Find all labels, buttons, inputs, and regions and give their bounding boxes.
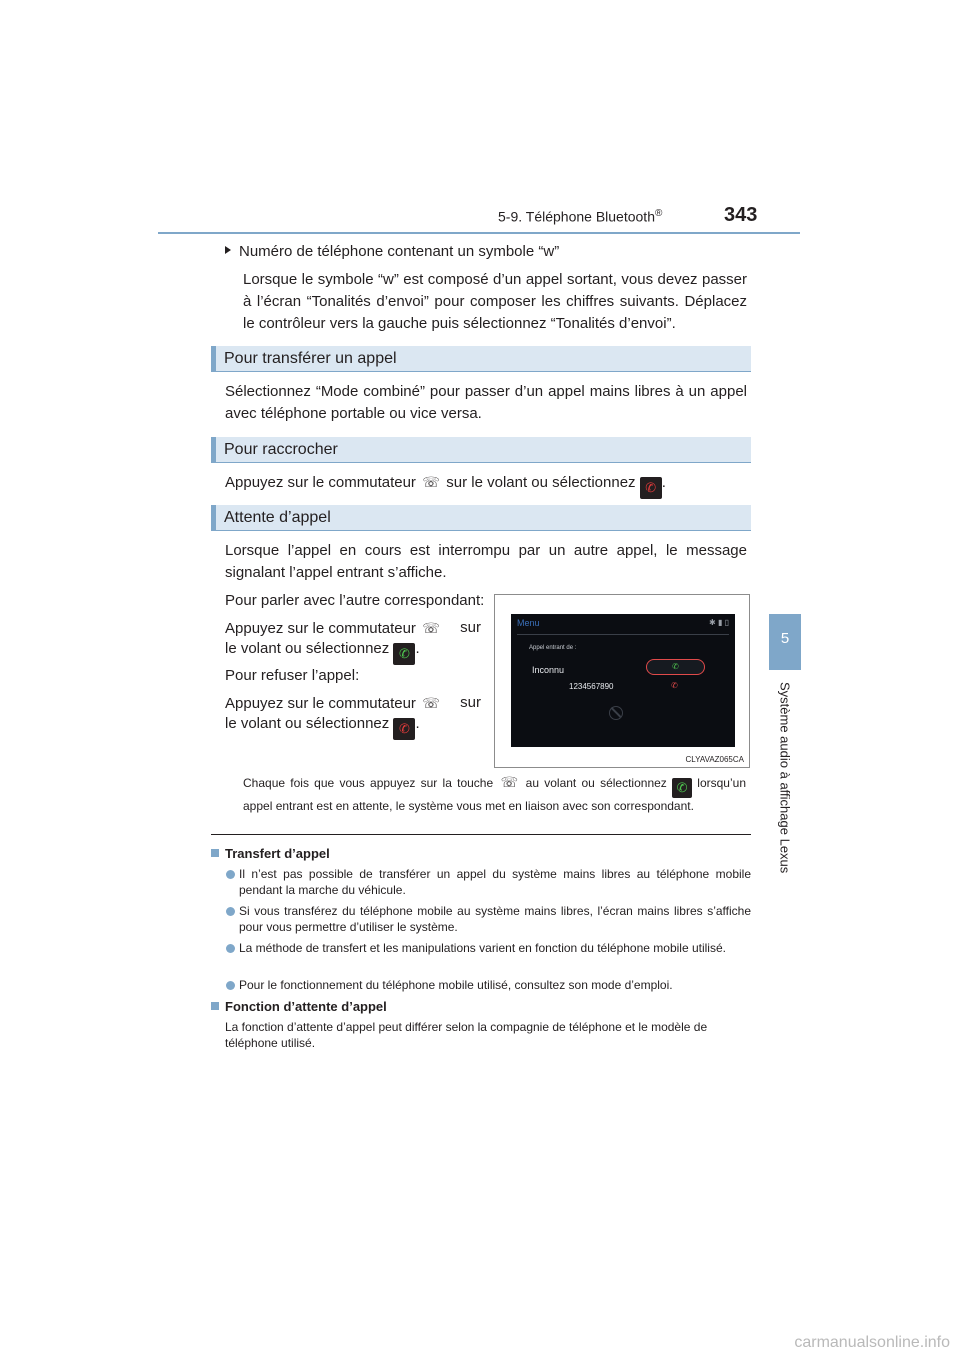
note-heading-transfer-text: Transfert d’appel (225, 846, 330, 861)
note-item-text: La méthode de transfert et les manipulations varient en fonction du téléphone mobile utilisé. (239, 941, 726, 955)
note-text-c: lorsqu’un appel entrant est en attente, le système vous met en liaison avec son correspondant. (243, 776, 746, 813)
red-handset-icon: ✆ (671, 681, 678, 690)
registered-mark: ® (654, 208, 663, 219)
screen-divider (517, 634, 729, 635)
note-item (226, 866, 751, 898)
refuse-line-1-text: Appuyez sur le commutateur (225, 695, 416, 712)
screen-menu-button[interactable]: Menu (517, 618, 540, 628)
section-title: 5-9. Téléphone Bluetooth (498, 208, 655, 225)
decline-call-button[interactable] (646, 680, 703, 692)
handset-outline-icon: ☏ (422, 474, 440, 490)
chapter-label-text: Système audio à affichage Lexus (777, 682, 793, 874)
disabled-icon (609, 706, 623, 720)
header-divider (158, 232, 800, 234)
hangup-text-middle: sur le volant ou sélectionnez (446, 474, 636, 491)
figure-code: CLYAVAZ065CA (685, 755, 744, 764)
waiting-note (243, 774, 746, 814)
page-number: 343 (724, 204, 758, 226)
talk-label: Pour parler avec l’autre correspondant: (225, 592, 485, 609)
incoming-label: Appel entrant de : (529, 645, 577, 651)
section-heading-hangup: Pour raccrocher (211, 437, 751, 463)
waiting-function-note: La fonction d’attente d’appel peut différer selon la compagnie de téléphone et le modèle de téléphone utilisé. (225, 1020, 708, 1050)
intro-paragraph: Lorsque le symbole “w” est composé d’un appel sortant, vous devez passer à l’écran “Tonalités d’envoi” pour composer les chiffres suivants. Déplacez le contrôleur vers la gauche puis sélectionnez “Tonalités d’envoi”. (243, 271, 747, 332)
chapter-label (769, 682, 801, 892)
talk-line-2-text: le volant ou sélectionnez (225, 640, 390, 657)
dot-bullet-icon (226, 981, 235, 990)
note-text-a: Chaque fois que vous appuyez sur la touche (243, 776, 494, 790)
square-bullet-icon (211, 849, 219, 857)
bullet-heading-text: Numéro de téléphone contenant un symbole “w” (239, 243, 560, 260)
refuse-label: Pour refuser l’appel: (225, 667, 360, 684)
status-icons: ✱ ▮ ▯ (709, 618, 729, 627)
section-heading-waiting: Attente d’appel (211, 505, 751, 531)
display-screen (511, 614, 735, 747)
green-handset-icon: ✆ (393, 643, 415, 665)
notes-divider (211, 834, 751, 835)
hangup-paragraph (225, 471, 666, 499)
refuse-line-2 (225, 713, 420, 740)
note-text-b: au volant ou sélectionnez (525, 776, 667, 790)
bullet-heading (225, 243, 559, 260)
triangle-bullet-icon (225, 246, 231, 254)
dot-bullet-icon (226, 870, 235, 879)
caller-number: 1234567890 (569, 682, 614, 691)
handset-outline-icon: ☏ (500, 774, 519, 790)
waiting-paragraph: Lorsque l’appel en cours est interrompu par un autre appel, le message signalant l’appel entrant s’affiche. (225, 542, 747, 581)
note-item-text: Il n’est pas possible de transférer un appel du système mains libres au téléphone mobile pendant la marche du véhicule. (239, 867, 751, 897)
dot-bullet-icon (226, 944, 235, 953)
handset-outline-icon: ☏ (422, 695, 440, 711)
dot-bullet-icon (226, 907, 235, 916)
note-item (226, 977, 751, 993)
handset-outline-icon: ☏ (422, 620, 440, 636)
hangup-text-before: Appuyez sur le commutateur (225, 474, 416, 491)
note-item (226, 903, 751, 935)
caller-name: Inconnu (532, 665, 565, 675)
green-handset-icon: ✆ (672, 662, 679, 671)
talk-period: . (415, 640, 420, 657)
refuse-line-2-text: le volant ou sélectionnez (225, 715, 390, 732)
watermark: carmanualsonline.info (794, 1334, 950, 1351)
refuse-line-1 (225, 692, 481, 715)
talk-line-2 (225, 638, 420, 665)
red-handset-icon: ✆ (640, 477, 662, 499)
hangup-text-after: . (661, 474, 666, 491)
green-handset-icon: ✆ (672, 778, 692, 798)
square-bullet-icon (211, 1002, 219, 1010)
note-item-text: Pour le fonctionnement du téléphone mobile utilisé, consultez son mode d’emploi. (239, 978, 673, 992)
note-item (226, 940, 751, 956)
chapter-tab[interactable]: 5 (769, 614, 801, 670)
note-heading-waiting-text: Fonction d’attente d’appel (225, 999, 387, 1014)
accept-call-button[interactable] (646, 659, 705, 675)
red-handset-icon: ✆ (393, 718, 415, 740)
refuse-line-1-end: sur (460, 694, 481, 711)
note-heading-waiting (211, 999, 387, 1014)
note-heading-transfer (211, 846, 330, 861)
talk-line-1-text: Appuyez sur le commutateur (225, 620, 416, 637)
note-item-text: Si vous transférez du téléphone mobile au système mains libres, l’écran mains libres s’affiche pour vous permettre d’utiliser le système. (239, 904, 751, 934)
running-header (498, 208, 662, 225)
section-heading-transfer: Pour transférer un appel (211, 346, 751, 372)
talk-line-1 (225, 617, 481, 640)
talk-line-1-end: sur (460, 619, 481, 636)
transfer-paragraph: Sélectionnez “Mode combiné” pour passer d’un appel mains libres à un appel avec téléphone portable ou vice versa. (225, 383, 747, 422)
incoming-call-screen-figure (494, 594, 750, 768)
refuse-period: . (415, 715, 420, 732)
